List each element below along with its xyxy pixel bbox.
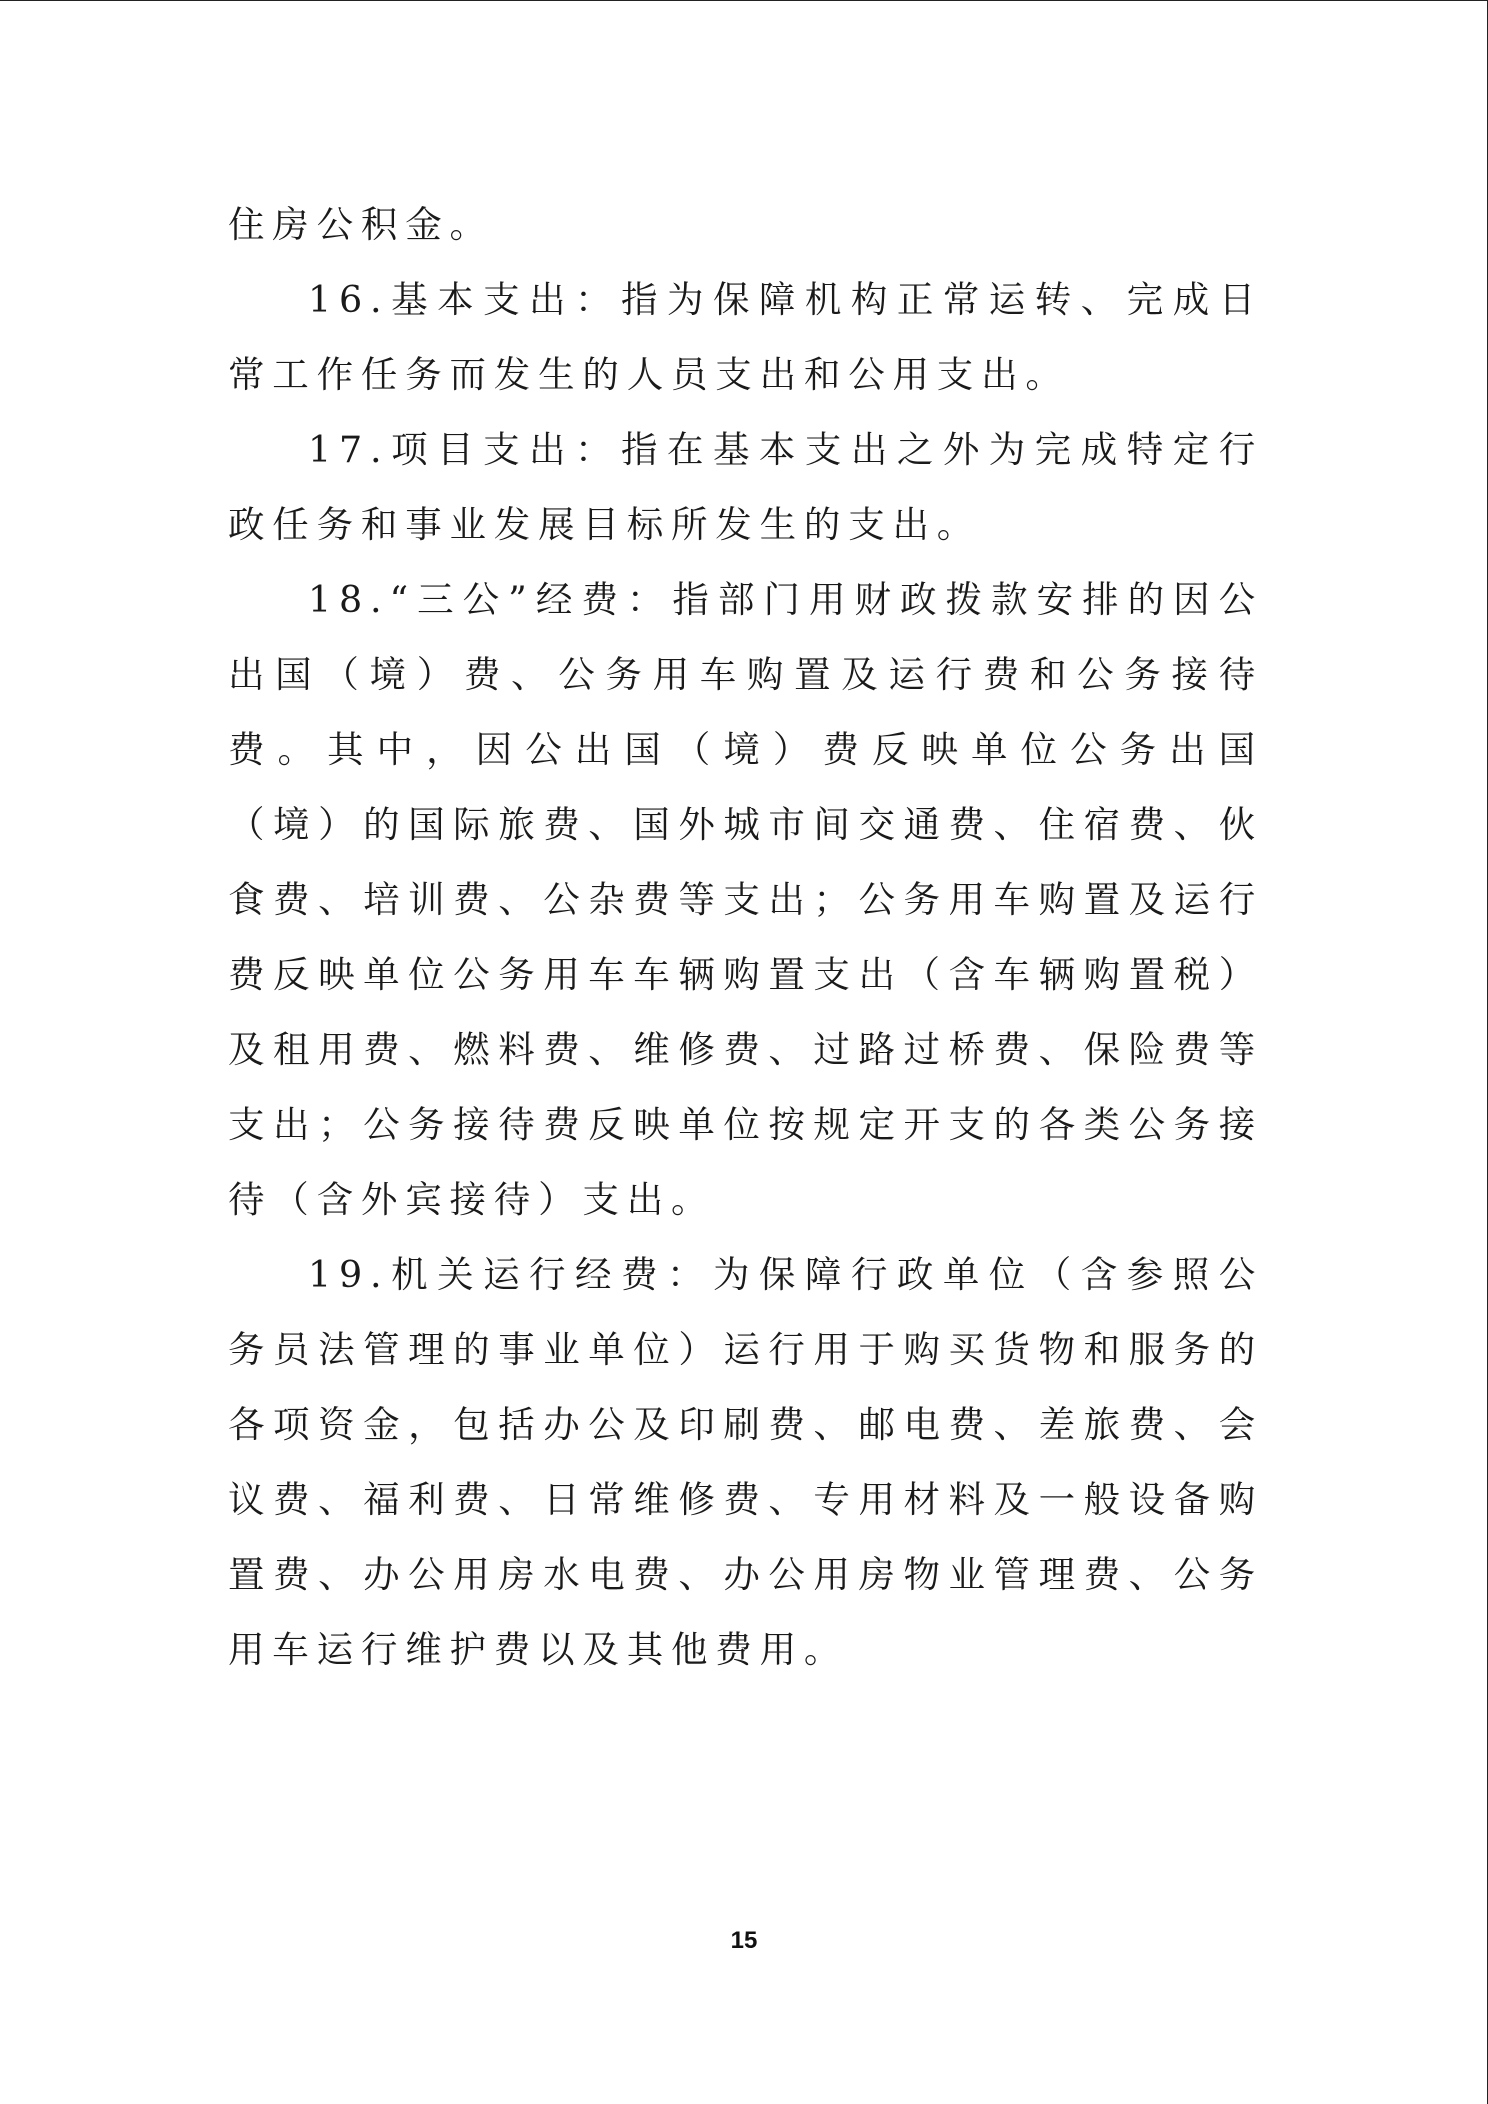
paragraph-basic-expenditure: 16.基本支出：指为保障机构正常运转、完成日常工作任务而发生的人员支出和公用支出。: [228, 278, 1263, 396]
paragraph-housing-fund: 住房公积金。: [228, 203, 494, 246]
paragraph-project-expenditure: 17.项目支出：指在基本支出之外为完成特定行政任务和事业发展目标所发生的支出。: [228, 428, 1263, 546]
document-body: [228, 187, 1263, 1687]
paragraph-three-public-expenses: 18.“三公”经费：指部门用财政拨款安排的因公出国（境）费、公务用车购置及运行费和公务接待费。其中，因公出国（境）费反映单位公务出国（境）的国际旅费、国外城市间交通费、住宿费、伙食费、培训费、公杂费等支出；公务用车购置及运行费反映单位公务用车车辆购置支出（含车辆购置税）及租用费、燃料费、维修费、过路过桥费、保险费等支出；公务接待费反映单位按规定开支的各类公务接待（含外宾接待）支出。: [228, 578, 1263, 1221]
page-number: 15: [730, 1927, 758, 1954]
paragraph-operating-expenses: 19.机关运行经费：为保障行政单位（含参照公务员法管理的事业单位）运行用于购买货物和服务的各项资金，包括办公及印刷费、邮电费、差旅费、会议费、福利费、日常维修费、专用材料及一般设备购置费、办公用房水电费、办公用房物业管理费、公务用车运行维护费以及其他费用。: [228, 1253, 1263, 1671]
